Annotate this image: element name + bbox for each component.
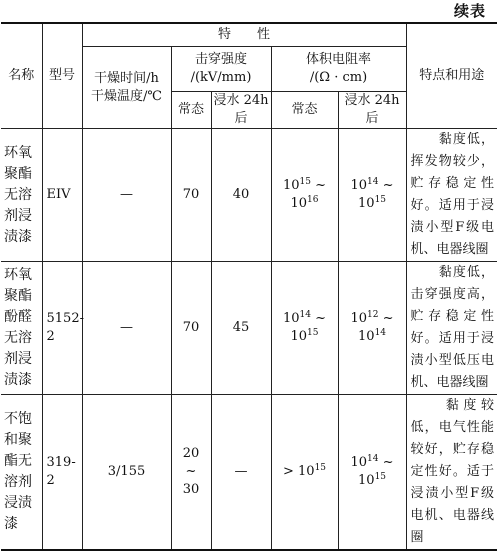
header-name: 名称 — [1, 23, 42, 129]
row-name: 环氧聚酯无溶剂浸渍漆 — [1, 129, 42, 262]
bd-range-sep: ~ — [185, 464, 197, 479]
header-bd-soaked: 浸水 24h 后 — [211, 92, 271, 129]
header-bd-normal: 常态 — [171, 92, 211, 129]
res-exp: 14 — [299, 310, 311, 320]
res-exp: 15 — [307, 328, 319, 338]
row-res-normal — [271, 129, 338, 262]
row-bd-soaked: 40 — [211, 129, 271, 262]
row-bd-soaked: — — [211, 395, 271, 551]
row-dry: 3/155 — [82, 395, 171, 551]
res-base: 10 — [350, 311, 368, 326]
res-sep: ~ 10 — [290, 311, 327, 344]
res-sep: ~ 10 — [358, 311, 394, 344]
res-exp: 15 — [374, 472, 387, 482]
res-sep: ~ 10 — [358, 455, 394, 488]
row-model: 5152-2 — [42, 262, 82, 395]
res-base: 10 — [282, 178, 300, 193]
header-breakdown-line2: /(kV/mm) — [190, 70, 252, 85]
header-properties: 特 性 — [82, 23, 406, 47]
row-res-soaked — [338, 262, 406, 395]
header-breakdown — [171, 47, 271, 92]
bd-range-low: 20 — [182, 446, 200, 461]
res-exp: 16 — [307, 195, 319, 205]
row-bd-soaked: 45 — [211, 262, 271, 395]
header-resistivity — [271, 47, 406, 92]
res-exp: 14 — [367, 177, 379, 187]
res-exp: 12 — [367, 310, 379, 320]
row-name: 不饱和聚酯无溶剂浸渍漆 — [1, 395, 42, 551]
res-sep: ~ 10 — [358, 178, 394, 211]
res-exp: 15 — [374, 195, 387, 205]
res-sep: ~ 10 — [290, 178, 327, 211]
header-dry-time-line1: 干燥时间/h — [94, 70, 159, 86]
row-name: 环氧聚酯酚醛无溶剂浸渍漆 — [1, 262, 42, 395]
header-res-normal: 常态 — [271, 92, 338, 129]
res-exp: 14 — [374, 328, 387, 338]
header-uses: 特点和用途 — [406, 23, 497, 129]
row-dry: — — [82, 129, 171, 262]
row-uses: 黏度较低，电气性能较好，贮存稳定性好。适于浸渍小型F级电机、电器线圈 — [406, 395, 497, 551]
header-resistivity-line1: 体积电阻率 — [306, 52, 372, 67]
row-dry: — — [82, 262, 171, 395]
res-base: 10 — [350, 455, 368, 470]
header-model: 型号 — [42, 23, 82, 129]
res-base: > 10 — [282, 464, 315, 479]
row-res-soaked — [338, 129, 406, 262]
varnish-properties-table — [1, 22, 497, 551]
row-bd-normal: 70 — [171, 262, 211, 395]
res-exp: 14 — [367, 454, 379, 464]
res-base: 10 — [282, 311, 300, 326]
header-dry-time-line2: 干燥温度/℃ — [91, 88, 162, 104]
row-bd-normal — [171, 395, 211, 551]
row-model: 319-2 — [42, 395, 82, 551]
header-resistivity-line2: /(Ω · cm) — [309, 70, 368, 85]
table-row — [1, 129, 497, 262]
bd-range-high: 30 — [182, 482, 200, 497]
row-uses: 黏度低，挥发物较少，贮存稳定性好。适用于浸渍小型F级电机、电器线圈 — [406, 129, 497, 262]
res-exp: 15 — [299, 177, 311, 187]
header-dry-time — [82, 47, 171, 129]
table-row — [1, 262, 497, 395]
row-uses: 黏度低，击穿强度高，贮存稳定性好。适用于浸渍小型低压电机、电器线圈 — [406, 262, 497, 395]
row-res-soaked — [338, 395, 406, 551]
res-exp: 15 — [314, 463, 327, 473]
row-res-normal — [271, 395, 338, 551]
row-res-normal — [271, 262, 338, 395]
continued-label: 续表 — [453, 2, 486, 20]
row-bd-normal: 70 — [171, 129, 211, 262]
row-model: EIV — [42, 129, 82, 262]
table-row — [1, 395, 497, 551]
header-breakdown-line1: 击穿强度 — [194, 52, 247, 67]
header-res-soaked: 浸水 24h 后 — [338, 92, 406, 129]
res-base: 10 — [350, 178, 368, 193]
